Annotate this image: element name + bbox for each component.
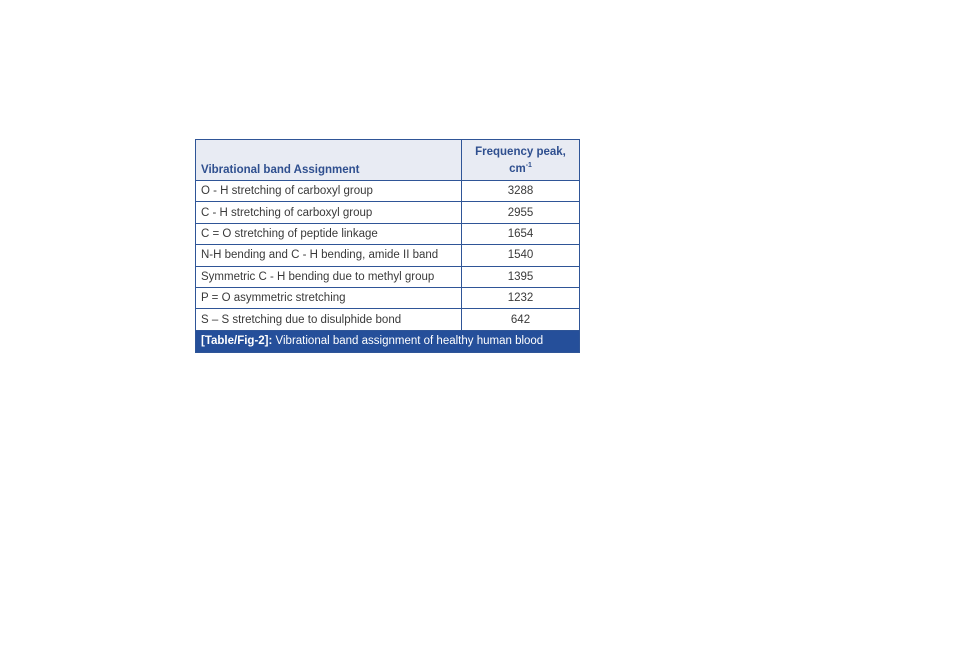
row-frequency: 1654 [462,223,580,244]
table-row [196,245,580,266]
header-frequency [462,140,580,181]
row-frequency: 1540 [462,245,580,266]
table-row [196,266,580,287]
table-row [196,287,580,308]
table-row [196,202,580,223]
table-row [196,223,580,244]
row-assignment: C = O stretching of peptide linkage [196,223,462,244]
row-assignment: S – S stretching due to disulphide bond [196,309,462,330]
row-assignment: Symmetric C - H bending due to methyl group [196,266,462,287]
header-frequency-label: Frequency peak, [475,145,566,158]
header-frequency-unit-exponent: -1 [525,161,532,169]
table-header-row [196,140,580,181]
table-caption-text: Vibrational band assignment of healthy human blood [272,334,544,347]
table-caption-row [196,330,580,352]
row-frequency: 1232 [462,287,580,308]
row-frequency: 2955 [462,202,580,223]
vibrational-band-table-container [195,139,579,353]
row-frequency: 642 [462,309,580,330]
header-frequency-unit: cm [509,162,526,175]
vibrational-band-table [195,139,580,353]
row-assignment: N-H bending and C - H bending, amide II band [196,245,462,266]
row-assignment: P = O asymmetric stretching [196,287,462,308]
table-caption [196,330,580,352]
row-frequency: 1395 [462,266,580,287]
table-row [196,181,580,202]
header-assignment: Vibrational band Assignment [196,140,462,181]
table-caption-label: [Table/Fig-2]: [201,334,273,347]
row-assignment: C - H stretching of carboxyl group [196,202,462,223]
table-row [196,309,580,330]
row-assignment: O - H stretching of carboxyl group [196,181,462,202]
row-frequency: 3288 [462,181,580,202]
